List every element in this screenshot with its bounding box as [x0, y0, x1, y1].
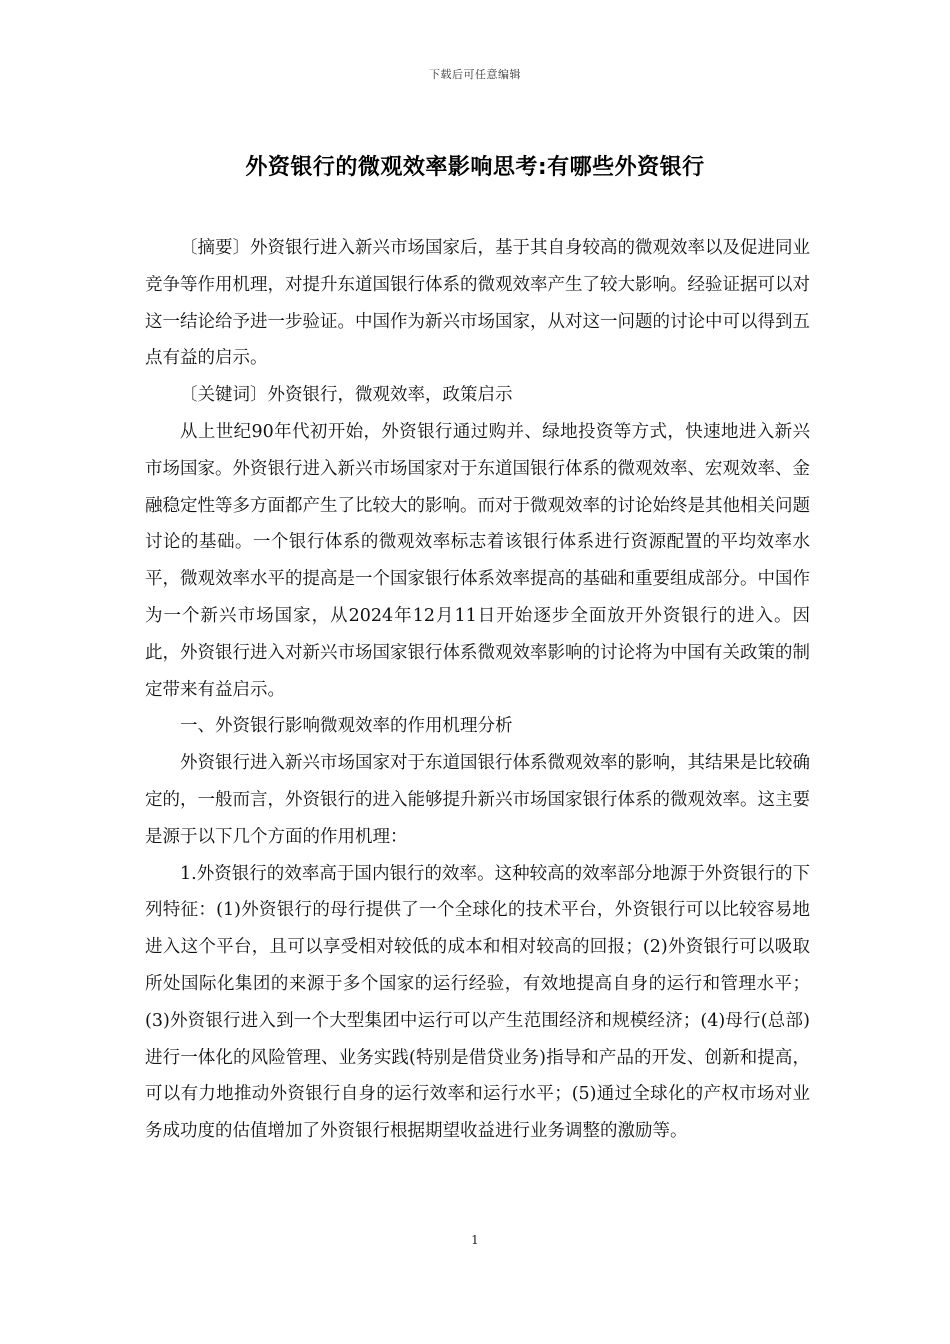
- section-heading: 一、外资银行影响微观效率的作用机理分析: [180, 716, 513, 737]
- intro-paragraph: 从上世纪90年代初开始，外资银行通过购并、绿地投资等方式，快速地进入新兴市场国家。外资银行进入新兴市场国家对于东道国银行体系的微观效率、宏观效率、金融稳定性等多方面都产生了比较大的影响。而对于微观效率的讨论始终是其他相关问题讨论的基础。一个银行体系的微观效率标志着该银行体系进行资源配置的平均效率水平，微观效率水平的提高是一个国家银行体系效率提高的基础和重要组成部分。中国作为一个新兴市场国家，从2024年12月11日开始逐步全面放开外资银行的进入。因此，外资银行进入对新兴市场国家银行体系微观效率影响的讨论将为中国有关政策的制定带来有益启示。: [145, 421, 810, 700]
- header-note: 下载后可任意编辑: [429, 68, 521, 81]
- body-paragraph: 外资银行进入新兴市场国家对于东道国银行体系微观效率的影响，其结果是比较确定的，一般而言，外资银行的进入能够提升新兴市场国家银行体系的微观效率。这主要是源于以下几个方面的作用机理：: [145, 753, 810, 847]
- keywords-paragraph: 〔关键词〕外资银行，微观效率，政策启示: [180, 385, 513, 406]
- abstract-paragraph: 〔摘要〕外资银行进入新兴市场国家后，基于其自身较高的微观效率以及促进同业竞争等作用机理，对提升东道国银行体系的微观效率产生了较大影响。经验证据可以对这一结论给予进一步验证。中国作为新兴市场国家，从对这一问题的讨论中可以得到五点有益的启示。: [145, 238, 810, 369]
- document-title: 外资银行的微观效率影响思考:有哪些外资银行: [245, 155, 705, 180]
- document-body: [145, 230, 810, 1150]
- body-paragraph: 1.外资银行的效率高于国内银行的效率。这种较高的效率部分地源于外资银行的下列特征：(1)外资银行的母行提供了一个全球化的技术平台，外资银行可以比较容易地进入这个平台，且可以享受相对较低的成本和相对较高的回报；(2)外资银行可以吸取所处国际化集团的来源于多个国家的运行经验，有效地提高自身的运行和管理水平；(3)外资银行进入到一个大型集团中运行可以产生范围经济和规模经济；(4)母行(总部)进行一体化的风险管理、业务实践(特别是借贷业务)指导和产品的开发、创新和提高，可以有力地推动外资银行自身的运行效率和运行水平；(5)通过全球化的产权市场对业务成功度的估值增加了外资银行根据期望收益进行业务调整的激励等。: [145, 863, 810, 1142]
- page-number: 1: [471, 1233, 479, 1247]
